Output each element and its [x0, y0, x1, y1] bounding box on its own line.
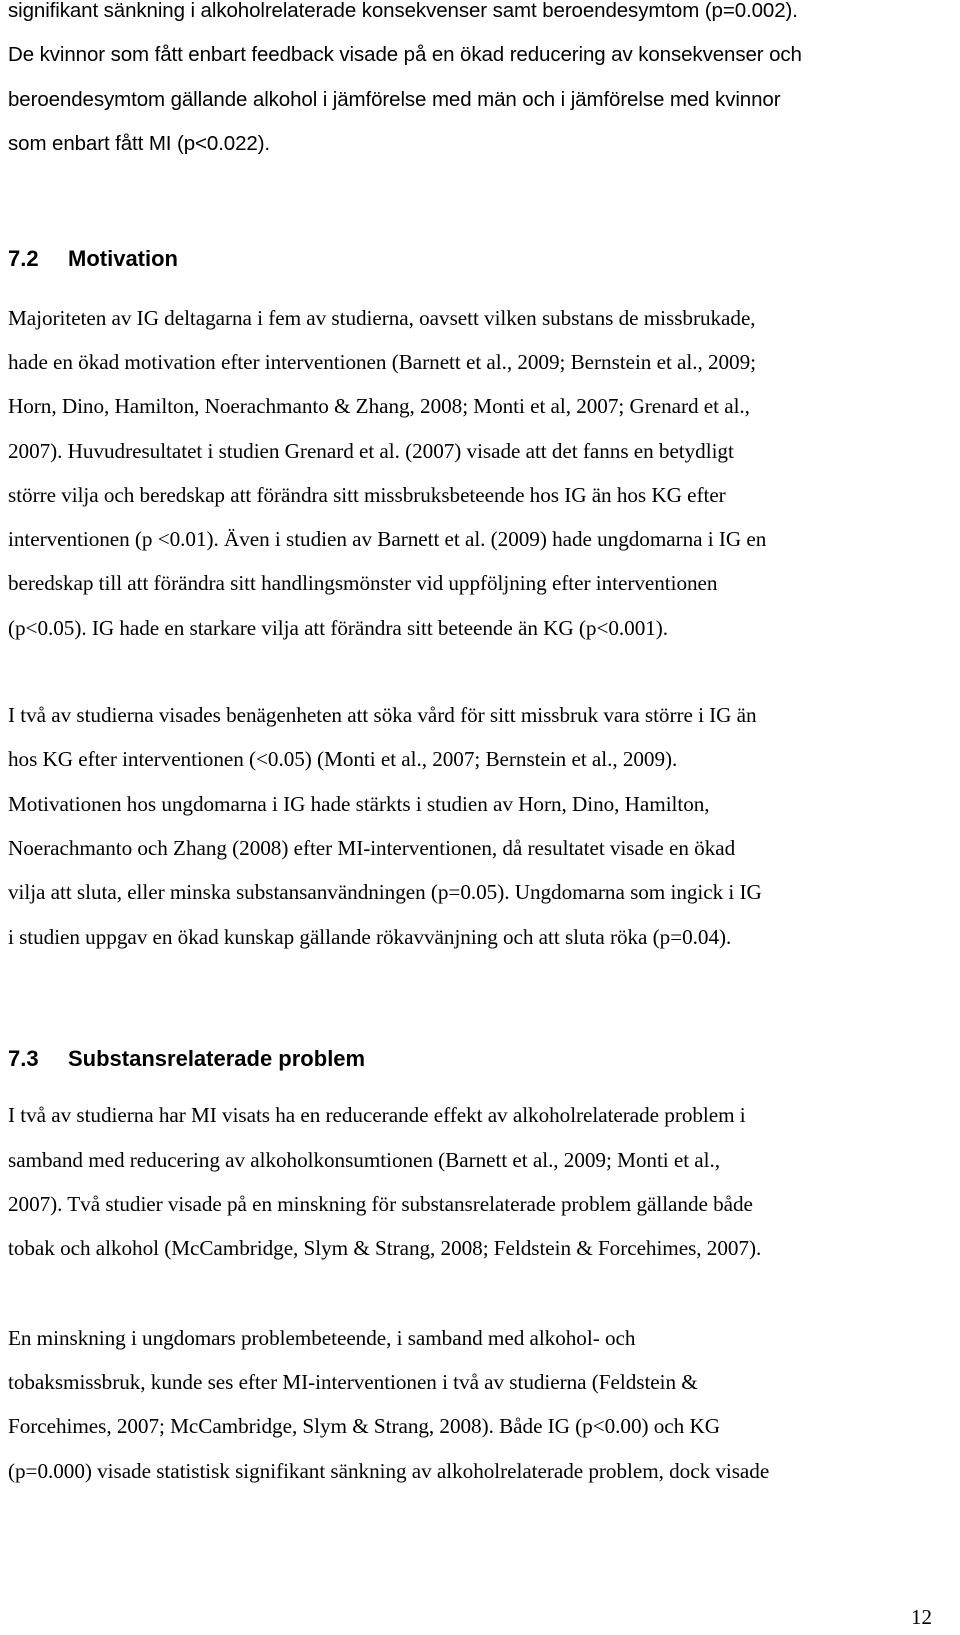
intro-line-1: signifikant sänkning i alkoholrelaterade konsekvenser samt beroendesymtom (p=0.002). [8, 0, 798, 22]
paragraph-line: vilja att sluta, eller minska substansanvändningen (p=0.05). Ungdomarna som ingick i IG [8, 880, 762, 904]
paragraph-line: hade en ökad motivation efter interventionen (Barnett et al., 2009; Bernstein et al., 2009; [8, 350, 756, 374]
section-heading-7-2 [8, 246, 178, 272]
paragraph-line: samband med reducering av alkoholkonsumtionen (Barnett et al., 2009; Monti et al., [8, 1148, 720, 1172]
paragraph-line: 2007). Två studier visade på en minskning för substansrelaterade problem gällande både [8, 1192, 753, 1216]
intro-line-4: som enbart fått MI (p<0.022). [8, 132, 271, 155]
paragraph-line: Majoriteten av IG deltagarna i fem av studierna, oavsett vilken substans de missbrukade, [8, 306, 756, 330]
paragraph-line: tobak och alkohol (McCambridge, Slym & Strang, 2008; Feldstein & Forcehimes, 2007). [8, 1236, 762, 1260]
section-title: Motivation [68, 246, 178, 271]
section-heading-7-3 [8, 1046, 365, 1072]
paragraph-line: I två av studierna visades benägenheten att söka vård för sitt missbruk vara större i IG än [8, 703, 757, 727]
paragraph-line: Motivationen hos ungdomarna i IG hade stärkts i studien av Horn, Dino, Hamilton, [8, 792, 710, 816]
paragraph-line: större vilja och beredskap att förändra sitt missbruksbeteende hos IG än hos KG efter [8, 483, 726, 507]
paragraph-line: hos KG efter interventionen (<0.05) (Monti et al., 2007; Bernstein et al., 2009). [8, 747, 678, 771]
paragraph-line: 2007). Huvudresultatet i studien Grenard et al. (2007) visade att det fanns en betydligt [8, 439, 734, 463]
paragraph-line: En minskning i ungdomars problembeteende, i samband med alkohol- och [8, 1326, 636, 1350]
paragraph-line: tobaksmissbruk, kunde ses efter MI-interventionen i två av studierna (Feldstein & [8, 1370, 698, 1394]
page-number: 12 [911, 1605, 932, 1629]
paragraph-line: Noerachmanto och Zhang (2008) efter MI-interventionen, då resultatet visade en ökad [8, 836, 736, 860]
section-number: 7.2 [8, 246, 39, 271]
paragraph-line: I två av studierna har MI visats ha en reducerande effekt av alkoholrelaterade problem i [8, 1103, 746, 1127]
paragraph-line: (p<0.05). IG hade en starkare vilja att förändra sitt beteende än KG (p<0.001). [8, 616, 669, 640]
paragraph-line: interventionen (p <0.01). Även i studien av Barnett et al. (2009) hade ungdomarna i IG en [8, 527, 767, 551]
section-number: 7.3 [8, 1046, 39, 1071]
paragraph-line: i studien uppgav en ökad kunskap gällande rökavvänjning och att sluta röka (p=0.04). [8, 925, 732, 949]
paragraph-line: beredskap till att förändra sitt handlingsmönster vid uppföljning efter interventionen [8, 571, 718, 595]
paragraph-line: Horn, Dino, Hamilton, Noerachmanto & Zhang, 2008; Monti et al, 2007; Grenard et al., [8, 394, 750, 418]
intro-line-2: De kvinnor som fått enbart feedback visade på en ökad reducering av konsekvenser och [8, 43, 802, 66]
section-title: Substansrelaterade problem [68, 1046, 366, 1071]
paragraph-line: (p=0.000) visade statistisk signifikant sänkning av alkoholrelaterade problem, dock visade [8, 1459, 770, 1483]
intro-line-3: beroendesymtom gällande alkohol i jämförelse med män och i jämförelse med kvinnor [8, 88, 781, 111]
paragraph-line: Forcehimes, 2007; McCambridge, Slym & Strang, 2008). Både IG (p<0.00) och KG [8, 1414, 720, 1438]
